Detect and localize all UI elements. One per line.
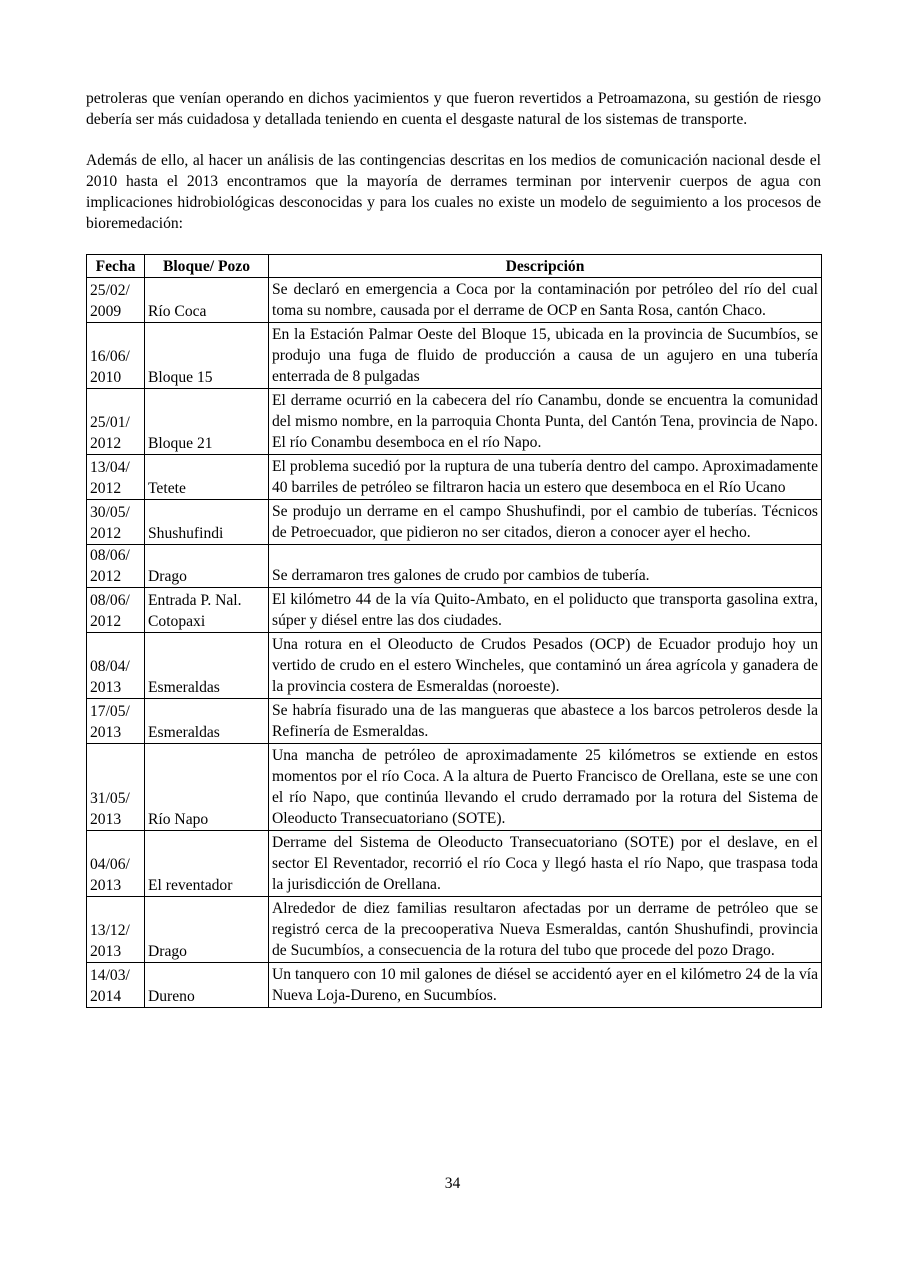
table-header-row: [87, 255, 822, 278]
table-row: [87, 897, 822, 963]
table-row: [87, 545, 822, 588]
table-row: [87, 500, 822, 545]
cell-descripcion: Se habría fisurado una de las mangueras que abastece a los barcos petroleros desde la Refinería de Esmeraldas.: [269, 699, 822, 744]
cell-fecha: 08/04/ 2013: [87, 633, 145, 699]
cell-bloque: Entrada P. Nal. Cotopaxi: [145, 588, 269, 633]
table-row: [87, 633, 822, 699]
cell-descripcion: Una rotura en el Oleoducto de Crudos Pesados (OCP) de Ecuador produjo hoy un vertido de crudo en el estero Wincheles, que contaminó un área agrícola y ganadera de la provincia costera de Esmeraldas (noroeste).: [269, 633, 822, 699]
cell-descripcion: El kilómetro 44 de la vía Quito-Ambato, en el poliducto que transporta gasolina extra, súper y diésel entre las dos ciudades.: [269, 588, 822, 633]
cell-bloque: Bloque 15: [145, 323, 269, 389]
table-row: [87, 323, 822, 389]
cell-bloque: Esmeraldas: [145, 699, 269, 744]
cell-descripcion: Se declaró en emergencia a Coca por la contaminación por petróleo del río del cual toma su nombre, causada por el derrame de OCP en Santa Rosa, cantón Chaco.: [269, 278, 822, 323]
cell-descripcion: El problema sucedió por la ruptura de una tubería dentro del campo. Aproximadamente 40 barriles de petróleo se filtraron hacia un estero que desemboca en el Río Ucano: [269, 455, 822, 500]
cell-bloque: Drago: [145, 545, 269, 588]
cell-fecha: 31/05/ 2013: [87, 744, 145, 831]
cell-descripcion: Una mancha de petróleo de aproximadamente 25 kilómetros se extiende en estos momentos por el río Coca. A la altura de Puerto Francisco de Orellana, este se une con el río Napo, que continúa llevando el crudo derramado por la rotura del Sistema de Oleoducto Transecuatoriano (SOTE).: [269, 744, 822, 831]
cell-fecha: 17/05/ 2013: [87, 699, 145, 744]
cell-bloque: Esmeraldas: [145, 633, 269, 699]
cell-fecha: 13/12/ 2013: [87, 897, 145, 963]
cell-bloque: Bloque 21: [145, 389, 269, 455]
table-row: [87, 588, 822, 633]
cell-descripcion: En la Estación Palmar Oeste del Bloque 15, ubicada en la provincia de Sucumbíos, se produjo una fuga de fluido de producción a causa de un agujero en una tubería enterrada de 8 pulgadas: [269, 323, 822, 389]
table-row: [87, 831, 822, 897]
cell-fecha: 25/02/ 2009: [87, 278, 145, 323]
cell-fecha: 16/06/ 2010: [87, 323, 145, 389]
cell-bloque: Río Coca: [145, 278, 269, 323]
cell-bloque: Drago: [145, 897, 269, 963]
paragraph-analysis: Además de ello, al hacer un análisis de las contingencias descritas en los medios de comunicación nacional desde el 2010 hasta el 2013 encontramos que la mayoría de derrames terminan por intervenir cuerpos de agua con implicaciones hidrobiológicas desconocidas y para los cuales no existe un modelo de seguimiento a los procesos de bioremedación:: [86, 152, 821, 232]
cell-descripcion: Se derramaron tres galones de crudo por cambios de tubería.: [269, 545, 822, 588]
cell-bloque: Río Napo: [145, 744, 269, 831]
cell-descripcion: Un tanquero con 10 mil galones de diésel se accidentó ayer en el kilómetro 24 de la vía Nueva Loja-Dureno, en Sucumbíos.: [269, 963, 822, 1008]
cell-bloque: Tetete: [145, 455, 269, 500]
cell-fecha: 30/05/ 2012: [87, 500, 145, 545]
header-bloque-pozo: Bloque/ Pozo: [145, 255, 269, 278]
cell-fecha: 13/04/ 2012: [87, 455, 145, 500]
table-row: [87, 455, 822, 500]
cell-bloque: El reventador: [145, 831, 269, 897]
header-descripcion: Descripción: [269, 255, 822, 278]
table-row: [87, 744, 822, 831]
table-row: [87, 699, 822, 744]
table-row: [87, 278, 822, 323]
spills-table: [86, 254, 822, 1008]
document-body: [86, 88, 821, 1008]
table-row: [87, 389, 822, 455]
paragraph-intro: petroleras que venían operando en dichos yacimientos y que fueron revertidos a Petroamazona, su gestión de riesgo debería ser más cuidadosa y detallada teniendo en cuenta el desgaste natural de los sistemas de transporte.: [86, 90, 821, 128]
cell-fecha: 25/01/ 2012: [87, 389, 145, 455]
header-fecha: Fecha: [87, 255, 145, 278]
cell-fecha: 08/06/ 2012: [87, 545, 145, 588]
cell-descripcion: Se produjo un derrame en el campo Shushufindi, por el cambio de tuberías. Técnicos de Petroecuador, que pidieron no ser citados, dieron a conocer ayer el hecho.: [269, 500, 822, 545]
cell-fecha: 08/06/ 2012: [87, 588, 145, 633]
cell-fecha: 14/03/ 2014: [87, 963, 145, 1008]
cell-descripcion: El derrame ocurrió en la cabecera del río Canambu, donde se encuentra la comunidad del mismo nombre, en la parroquia Chonta Punta, del Cantón Tena, provincia de Napo. El río Conambu desemboca en el río Napo.: [269, 389, 822, 455]
page-number: 34: [444, 1175, 461, 1192]
cell-descripcion: Alrededor de diez familias resultaron afectadas por un derrame de petróleo que se registró cerca de la precooperativa Nueva Esmeraldas, cantón Shushufindi, provincia de Sucumbíos, a consecuencia de la rotura del tubo que procede del pozo Drago.: [269, 897, 822, 963]
table-row: [87, 963, 822, 1008]
cell-descripcion: Derrame del Sistema de Oleoducto Transecuatoriano (SOTE) por el deslave, en el sector El Reventador, recorrió el río Coca y llegó hasta el río Napo, que traspasa toda la jurisdicción de Orellana.: [269, 831, 822, 897]
cell-bloque: Shushufindi: [145, 500, 269, 545]
cell-bloque: Dureno: [145, 963, 269, 1008]
cell-fecha: 04/06/ 2013: [87, 831, 145, 897]
